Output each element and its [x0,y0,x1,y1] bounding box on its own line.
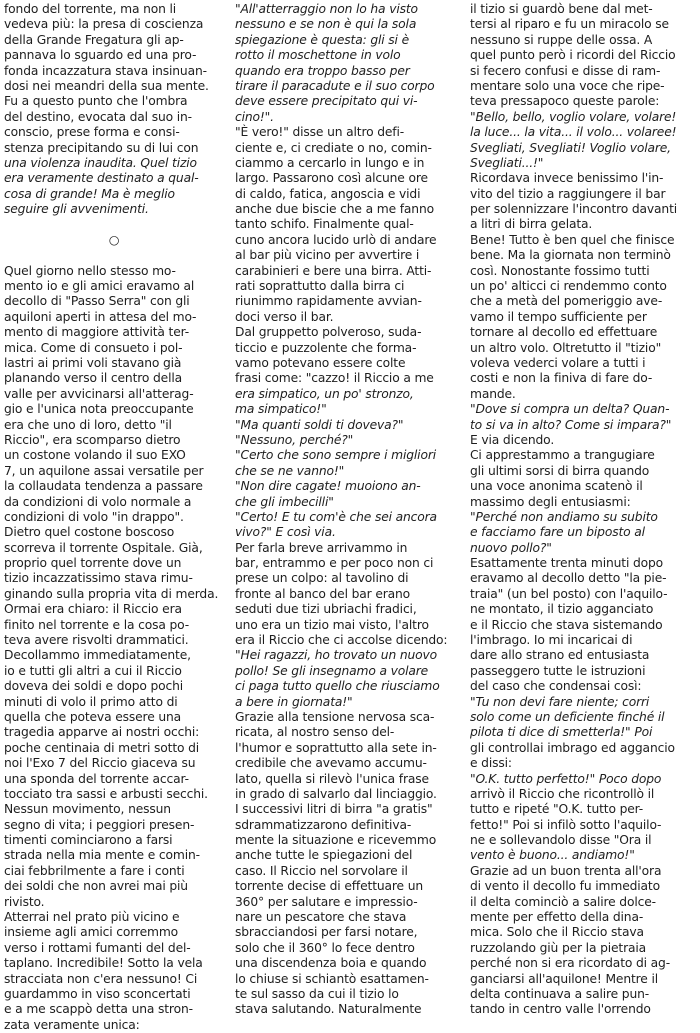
text-line: un po' alticci ci rendemmo conto [470,279,667,294]
text-line: solo che il 360° lo fece dentro [235,940,415,955]
text-line: Nessun movimento, nessun [4,802,171,817]
text-line: strada nella mia mente e comin- [4,848,200,863]
text-line: tragedia apparve ai nostri occhi: [4,725,200,740]
text-line: insieme agli amici corremmo [4,925,179,940]
text-line: finito nel torrente e la cosa po- [4,617,190,632]
text-column-1 [4,2,224,1033]
text-line: I successivi litri di birra "a gratis" [235,802,433,817]
text-line: mentare solo una voce che ripe- [470,78,665,93]
text-line: era veramente destinato a qual- [4,171,199,186]
text-line: dare allo strano ed entusiasta [470,648,650,663]
text-line: si fecero confusi e disse di ram- [470,63,661,78]
text-line: lato, quella si rilevò l'unica frase [235,771,429,786]
text-column-3 [470,2,696,1018]
text-line: "Bello, bello, voglio volare, volare! [470,109,677,124]
text-line: tutto e ripeté "O.K. tutto per- [470,802,644,817]
text-line: Per farla breve arrivammo in [235,540,408,555]
text-line: uno era un tizio mai visto, l'altro [235,617,429,632]
text-line: una violenza inaudita. Quel tizio [4,155,197,170]
text-line: ginando sulla propria vita di merda. [4,586,219,601]
text-line: io e tutti gli altri a cui il Riccio [4,663,182,678]
text-line: "Tu non devi fare niente; corri [470,694,650,709]
text-line: la collaudata tendenza a passare [4,479,203,494]
text-line: fronte al banco del bar erano [235,586,411,601]
text-line: credibile che avevamo accumu- [235,756,427,771]
text-line: Ormai era chiaro: il Riccio era [4,602,182,617]
text-line: l'humor e soprattutto alla sete in- [235,740,437,755]
text-line: un costone volando il suo EXO [4,448,186,463]
text-line: mica. Solo che il Riccio stava [470,925,644,940]
text-line: teva pressapoco queste parole: [470,94,660,109]
text-line: decollo di "Passo Serra" con gli [4,294,190,309]
text-line: stracciata non c'era nessuno! Ci [4,971,198,986]
text-line: pannava lo sguardo ed una pro- [4,48,197,63]
text-line: una voce anonima scatenò il [470,479,643,494]
text-line: rivisto. [4,894,45,909]
text-line: la luce... la vita... il volo... volaree! [470,125,677,140]
text-line: sbracciandosi per farsi notare, [235,925,418,940]
text-line: proprio quel torrente dove un [4,556,182,571]
text-line: al bar più vicino per avvertire i [235,248,420,263]
text-line: fonda incazzatura stava insinuan- [4,63,207,78]
text-line: solo come un deficiente finché il [470,709,665,724]
text-line: "Perché non andiamo su subito [470,509,658,524]
text-line: Decollammo immediatamente, [4,648,191,663]
text-line: che a metà del pomeriggio ave- [470,294,663,309]
text-line: tocciato tra sassi e arbusti secchi. [4,786,208,801]
text-line: massimo degli entusiasmi: [470,494,631,509]
text-line: mento di maggiore attività ter- [4,325,190,340]
text-line: gio e l'unica nota preoccupante [4,402,194,417]
text-line: "È vero!" disse un altro defi- [235,125,405,140]
text-line: spiegazione è questa: gli si è [235,32,409,47]
text-line: delta continuava a salire pun- [470,987,650,1001]
text-line: era il Riccio che ci accolse dicendo: [235,633,448,648]
text-line: di caldo, fatica, angoscia e vidi [235,186,421,201]
text-line: del caso che condensai così: [470,679,642,694]
text-line: timenti cominciarono a farsi [4,833,173,848]
text-line: "Dove si compra un delta? Quan- [470,402,670,417]
text-line: sdrammatizzarono definitiva- [235,817,412,832]
text-line: caso. Il Riccio nel sorvolare il [235,863,408,878]
text-line: "O.K. tutto perfetto!" Poco dopo [470,771,662,786]
text-line: riunimmo rapidamente avvian- [235,294,422,309]
text-line: ma simpatico!" [235,402,327,417]
text-line: da condizioni di volo normale a [4,494,192,509]
text-line: largo. Passarono così alcune ore [235,171,428,186]
text-line: "Ma quanti soldi ti doveva?" [235,417,404,432]
text-line: traia" (un bel posto) con l'aquilo- [470,586,668,601]
text-line: scorreva il torrente Ospitale. Già, [4,540,203,555]
text-line: doci verso il bar. [235,309,334,324]
text-line: ganciarsi all'aquilone! Mentre il [470,971,659,986]
text-line: era simpatico, un po' stronzo, [235,386,414,401]
text-line: passeggero tutte le istruzioni [470,663,646,678]
text-line: Dietro quel costone boscoso [4,525,175,540]
text-line: e facciamo fare un biposto al [470,525,645,540]
text-line: che se ne vanno!" [235,463,345,478]
text-line: conscio, prese forma e consi- [4,125,180,140]
text-line: mente la situazione e ricevemmo [235,833,437,848]
text-line: pollo! Se gli insegnamo a volare [235,663,429,678]
text-line: mento io e gli amici eravamo al [4,279,195,294]
text-line: fondo del torrente, ma non li [4,2,177,16]
text-line: lastri ai primi voli stavano già [4,355,182,370]
text-line: gli ultimi sorsi di birra quando [470,463,650,478]
text-line: minuti di volo il primo atto di [4,694,178,709]
text-line: mente per effetto della dina- [470,910,644,925]
text-line: ciai febbrilmente a fare i conti [4,863,185,878]
text-line: "Certo! E tu com'è che sei ancora [235,509,437,524]
text-line: vivo?" E così via. [235,525,336,540]
text-line: vamo il tempo sufficiente per [470,309,647,324]
text-line: prese un colpo: al tavolino di [235,571,409,586]
text-line: carabinieri e bere una birra. Atti- [235,263,432,278]
text-line: tirare il paracadute e il suo corpo [235,78,435,93]
text-line: poche centinaia di metri sotto di [4,740,200,755]
text-line: to si va in alto? Come si impara?" [470,417,672,432]
text-line: ricata, al nostro senso del- [235,725,395,740]
text-line: perché non si era ricordato di ag- [470,956,671,971]
text-line: tanto schifo. Finalmente qual- [235,217,414,232]
text-line: vento è buono... andiamo!" [470,848,635,863]
text-line: quando era troppo basso per [235,63,410,78]
text-line: il delta cominciò a salire dolce- [470,894,656,909]
text-line [4,217,224,232]
text-line: in grado di salvarlo dal linciaggio. [235,786,437,801]
text-line: ruzzolando giù per la pietraia [470,940,647,955]
text-line: verso i rottami fumanti del del- [4,940,191,955]
text-line: tizio incazzatissimo stava rimu- [4,571,193,586]
text-line: frasi come: "cazzo! il Riccio a me [235,371,434,386]
text-line: dosi nei meandri della sua mente. [4,78,209,93]
text-line: nare un pescatore che stava [235,910,407,925]
text-line: tando in centro valle l'orrendo [470,1002,651,1017]
text-line: bene. Ma la giornata non terminò [470,248,671,263]
text-line: anche tutte le spiegazioni del [235,848,413,863]
text-line: Esattamente trenta minuti dopo [470,556,664,571]
text-line: seduti due tizi ubriachi fradici, [235,602,417,617]
text-line: così. Nonostante fossimo tutti [470,263,650,278]
text-line: costi e non la finiva di fare do- [470,371,653,386]
text-line: guardammo in viso sconcertati [4,987,191,1001]
text-line: tornare al decollo ed effettuare [470,325,658,340]
text-line: condizioni di volo "in drappo". [4,509,184,524]
text-line: eravamo al decollo detto "la pie- [470,571,667,586]
text-line: teva avere risvolti drammatici. [4,633,189,648]
text-line: del destino, evocata dal suo in- [4,109,192,124]
text-line: quella che poteva essere una [4,709,182,724]
text-line: Fu a questo punto che l'ombra [4,94,188,109]
text-line: un altro volo. Oltretutto il "tizio" [470,340,662,355]
text-line: Riccio", era scomparso dietro [4,432,181,447]
text-line: zata veramente unica: [4,1017,140,1032]
text-line: aquiloni aperti in attesa del mo- [4,309,197,324]
section-separator-icon: ○ [108,232,120,247]
text-line: nuovo pollo?" [470,540,552,555]
text-line: per solennizzare l'incontro davanti [470,202,678,217]
text-line: Svegliati, Svegliati! Voglio volare, [470,140,671,155]
text-line: rati soprattutto dalla birra ci [235,279,405,294]
text-line: mande. [470,386,516,401]
text-column-2 [235,2,455,1018]
text-line: Atterrai nel prato più vicino e [4,910,180,925]
text-line: Bene! Tutto è ben quel che finisce [470,232,675,247]
text-line: cino!". [235,109,274,124]
text-line: ne e sollevandolo disse "Ora il [470,833,652,848]
text-line: planando verso il centro della [4,371,182,386]
text-line: ci paga tutto quello che riusciamo [235,679,440,694]
text-line: torrente decise di effettuare un [235,879,423,894]
text-line: bar, entrammo e per poco non ci [235,556,434,571]
text-line: quel punto però i ricordi del Riccio [470,48,676,63]
text-line: ciammo a cercarlo in lungo e in [235,155,425,170]
text-line: 360° per salutare e impressio- [235,894,418,909]
text-line: era che uno di loro, detto "il [4,417,172,432]
text-line: Ci apprestammo a trangugiare [470,448,655,463]
text-line: l'imbrago. Io mi incaricai di [470,633,633,648]
text-line: "Hei ragazzi, ho trovato un nuovo [235,648,438,663]
text-line: e a me scappò detta una stron- [4,1002,193,1017]
text-line: che gli imbecilli" [235,494,334,509]
text-line: stenza precipitando su di lui con [4,140,199,155]
text-line: "Certo che sono sempre i migliori [235,448,436,463]
text-line: "All'atterraggio non lo ha visto [235,2,418,16]
text-line: arrivò il Riccio che ricontrollò il [470,786,655,801]
text-line: pilota ti dice di smetterla!" Poi [470,725,653,740]
text-line: doveva dei soldi e dopo pochi [4,679,184,694]
text-line: una discendenza boia e quando [235,956,427,971]
text-line: Dal gruppetto polveroso, suda- [235,325,422,340]
text-line [4,248,224,263]
text-line: te sul sasso da cui il tizio lo [235,987,399,1001]
text-line: a bere in giornata!" [235,694,353,709]
text-line: ne montato, il tizio agganciato [470,602,654,617]
text-line: 7, un aquilone assai versatile per [4,463,204,478]
text-line: vedeva più: la presa di coscienza [4,17,204,32]
text-line: il tizio si guardò bene dal met- [470,2,653,16]
text-line: vito del tizio a raggiungere il bar [470,186,666,201]
text-line: deve essere precipitato qui vi- [235,94,418,109]
text-line: nessuno si ruppe delle ossa. A [470,32,653,47]
text-line: e il Riccio che stava sistemando [470,617,663,632]
text-line: di vento il decollo fu immediato [470,879,660,894]
text-line: voleva vederci volare a tutti i [470,355,646,370]
text-line: e dissi: [470,756,512,771]
text-line: anche due biscie che a me fanno [235,202,434,217]
text-line: Quel giorno nello stesso mo- [4,263,176,278]
text-line: Svegliati...!" [470,155,544,170]
text-line: noi l'Exo 7 del Riccio giaceva su [4,756,196,771]
text-line: "Nessuno, perché?" [235,432,354,447]
text-line: taplano. Incredibile! Sotto la vela [4,956,203,971]
text-line: ticcio e puzzolente che forma- [235,340,417,355]
text-line: lo chiuse si schiantò esattamen- [235,971,429,986]
text-line: stava salutando. Naturalmente [235,1002,422,1017]
text-line: dei soldi che non avrei mai più [4,879,188,894]
text-line: rotto il moschettone in volo [235,48,401,63]
text-line: cuno ancora lucido urlò di andare [235,232,437,247]
text-line: "Non dire cagate! muoiono an- [235,479,421,494]
text-line: E via dicendo. [470,432,555,447]
text-line: tersi al riparo e fu un miracolo se [470,17,669,32]
text-line: mica. Come di consueto i pol- [4,340,183,355]
text-line: a litri di birra gelata. [470,217,593,232]
text-line: Grazie alla tensione nervosa sca- [235,709,435,724]
text-line: della Grande Fregatura gli ap- [4,32,184,47]
text-line: ciente e, ci crediate o no, comin- [235,140,432,155]
text-line: segno di vita; i peggiori presen- [4,817,195,832]
text-line: valle per avvicinarsi all'atterag- [4,386,194,401]
text-line: gli controllai imbrago ed aggancio [470,740,675,755]
text-line: Grazie ad un buon trenta all'ora [470,863,662,878]
text-line: una sponda del torrente accar- [4,771,189,786]
text-line: nessuno e se non è qui la sola [235,17,417,32]
text-line: seguire gli avvenimenti. [4,202,149,217]
text-line: vamo potevano essere colte [235,355,406,370]
text-line: fetto!" Poi si infilò sotto l'aquilo- [470,817,662,832]
text-line: Ricordava invece benissimo l'in- [470,171,664,186]
text-line: cosa di grande! Ma è meglio [4,186,175,201]
